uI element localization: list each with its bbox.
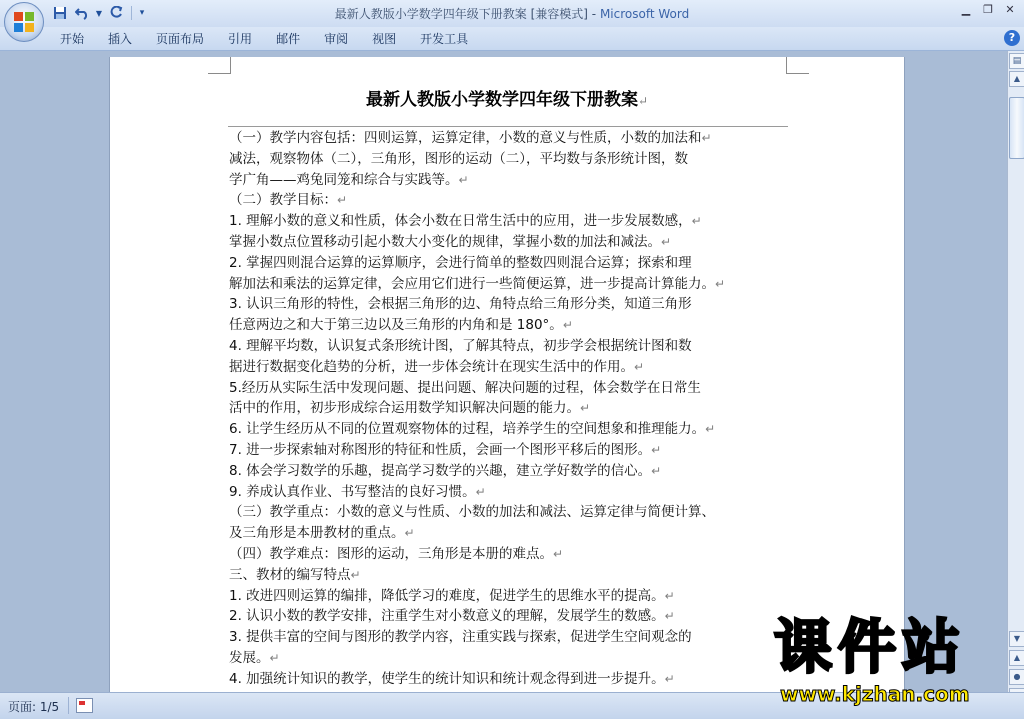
chevron-down-icon[interactable]: ▼ (95, 8, 103, 18)
proofing-icon[interactable] (76, 698, 93, 713)
document-line (229, 294, 799, 315)
document-line-text: 据进行数据变化趋势的分析，进一步体会统计在现实生活中的作用。 (229, 358, 634, 375)
restore-button[interactable]: ❐ (983, 3, 993, 16)
paragraph-mark-icon: ↵ (634, 359, 645, 374)
tab-view[interactable]: 视图 (372, 32, 397, 46)
paragraph-mark-icon: ↵ (664, 609, 675, 624)
document-line (229, 544, 799, 565)
paragraph-mark-icon: ↵ (651, 442, 662, 457)
document-line-text: （四）教学难点：图形的运动，三角形是本册的难点。 (229, 545, 553, 562)
previous-page-icon[interactable]: ▲ (1009, 650, 1024, 666)
paragraph-mark-icon: ↵ (661, 234, 672, 249)
document-line-text: 解加法和乘法的运算定律，会应用它们进行一些简便运算，进一步提高计算能力。 (229, 275, 715, 292)
document-body[interactable] (229, 128, 799, 690)
paragraph-mark-icon: ↵ (269, 650, 280, 665)
document-line-text: 9. 养成认真作业、书写整洁的良好习惯。 (229, 483, 476, 500)
status-divider (68, 697, 69, 714)
document-title-text: 最新人教版小学数学四年级下册教案 (365, 90, 638, 110)
paragraph-mark-icon: ↵ (664, 588, 675, 603)
close-button[interactable]: ✕ (1005, 3, 1015, 16)
document-line (229, 586, 799, 607)
title-separator: - (587, 7, 600, 21)
select-browse-object-icon[interactable]: ● (1009, 669, 1024, 685)
document-line (229, 523, 799, 544)
crop-mark-top-left (208, 57, 231, 74)
document-line (229, 419, 799, 440)
document-line (229, 336, 799, 357)
document-line (229, 627, 799, 648)
document-line (229, 190, 799, 211)
minimize-button[interactable]: ▁ (961, 3, 971, 16)
document-line (229, 274, 799, 295)
document-line-text: 4. 加强统计知识的教学，使学生的统计知识和统计观念得到进一步提升。 (229, 670, 665, 687)
document-line-text: 1. 理解小数的意义和性质，体会小数在日常生活中的应用，进一步发展数感， (229, 213, 692, 230)
office-logo-icon (14, 12, 34, 32)
title-bar (0, 0, 1024, 27)
paragraph-mark-icon: ↵ (475, 484, 486, 499)
paragraph-mark-icon: ↵ (637, 94, 649, 108)
document-line-text: 三、教材的编写特点 (229, 566, 351, 583)
help-icon[interactable]: ? (1004, 30, 1020, 46)
tab-developer[interactable]: 开发工具 (420, 32, 469, 46)
document-line-text: 5.经历从实际生活中发现问题、提出问题、解决问题的过程，体会数学在日常生 (229, 379, 701, 396)
app-name: Microsoft Word (599, 7, 690, 21)
document-line-text: 4. 理解平均数，认识复式条形统计图，了解其特点，初步学会根据统计图和数 (229, 337, 692, 354)
document-line-text: 活中的作用，初步形成综合运用数学知识解决问题的能力。 (229, 400, 580, 417)
document-line (229, 669, 799, 690)
document-line (229, 606, 799, 627)
window-title (0, 5, 1024, 22)
document-line-text: （一）教学内容包括：四则运算，运算定律，小数的意义与性质，小数的加法和 (229, 130, 702, 146)
paragraph-mark-icon: ↵ (705, 422, 716, 437)
document-line-text: 及三角形是本册教材的重点。 (229, 525, 405, 542)
scrollbar-thumb[interactable] (1009, 97, 1024, 159)
document-line (229, 232, 799, 253)
document-page[interactable] (109, 57, 905, 692)
document-line (229, 565, 799, 586)
crop-mark-top-right (786, 57, 809, 74)
document-line (229, 315, 799, 336)
document-line-text: 任意两边之和大于第三边以及三角形的内角和是 180°。 (229, 317, 563, 334)
tab-insert[interactable]: 插入 (108, 32, 133, 46)
document-line-text: 7. 进一步探索轴对称图形的特征和性质，会画一个图形平移后的图形。 (229, 441, 652, 458)
paragraph-mark-icon: ↵ (701, 131, 712, 145)
document-line-text: 1. 改进四则运算的编排，降低学习的难度，促进学生的思维水平的提高。 (229, 587, 665, 604)
tab-references[interactable]: 引用 (228, 32, 253, 46)
document-line-text: 3. 认识三角形的特性，会根据三角形的边、角特点给三角形分类，知道三角形 (229, 296, 692, 313)
document-line (229, 211, 799, 232)
document-line-text: 发展。 (229, 649, 270, 666)
scroll-up-icon[interactable]: ▲ (1009, 71, 1024, 87)
document-line-text: 掌握小数点位置移动引起小数大小变化的规律，掌握小数的加法和减法。 (229, 233, 661, 250)
tab-mailings[interactable]: 邮件 (276, 32, 301, 46)
watermark (762, 612, 1012, 712)
paragraph-mark-icon: ↵ (553, 546, 564, 561)
document-line (229, 378, 799, 399)
paragraph-mark-icon: ↵ (404, 526, 415, 541)
document-line (229, 461, 799, 482)
tab-home[interactable]: 开始 (60, 32, 85, 46)
paragraph-mark-icon: ↵ (651, 463, 662, 478)
document-workspace (0, 51, 1007, 692)
paragraph-mark-icon: ↵ (715, 276, 726, 291)
document-line (229, 482, 799, 503)
tab-page-layout[interactable]: 页面布局 (156, 32, 205, 46)
paragraph-mark-icon: ↵ (350, 567, 361, 582)
document-line (229, 170, 799, 191)
document-line-text: 6. 让学生经历从不同的位置观察物体的过程，培养学生的空间想象和推理能力。 (229, 421, 706, 438)
ribbon (0, 27, 1024, 51)
paragraph-mark-icon: ↵ (337, 193, 348, 208)
document-line (229, 502, 799, 523)
paragraph-mark-icon: ↵ (458, 172, 469, 187)
document-line (229, 398, 799, 419)
watermark-logo: 课件站 (774, 613, 967, 681)
document-line (229, 128, 799, 149)
page-indicator[interactable]: 页面: 1/5 (8, 700, 60, 714)
ribbon-tabs (48, 30, 480, 48)
office-button[interactable] (4, 2, 44, 42)
paragraph-mark-icon: ↵ (664, 671, 675, 686)
document-line-text: （二）教学目标： (229, 192, 337, 209)
paragraph-mark-icon: ↵ (691, 214, 702, 229)
document-name: 最新人教版小学数学四年级下册教案 [兼容模式] (334, 7, 588, 21)
document-line (229, 253, 799, 274)
paragraph-mark-icon: ↵ (580, 401, 591, 416)
document-line-text: 3. 提供丰富的空间与图形的教学内容，注重实践与探索，促进学生空间观念的 (229, 629, 692, 646)
document-line (229, 357, 799, 378)
document-line-text: 学广角——鸡兔同笼和综合与实践等。 (229, 171, 459, 188)
scroll-down-icon[interactable]: ▼ (1009, 631, 1024, 647)
tab-review[interactable]: 审阅 (324, 32, 349, 46)
document-line (229, 440, 799, 461)
document-title (110, 85, 904, 110)
document-line (229, 149, 799, 170)
document-line-text: 2. 掌握四则混合运算的运算顺序，会进行简单的整数四则混合运算；探索和理 (229, 254, 692, 271)
ruler-toggle-icon[interactable]: ▤ (1009, 53, 1024, 69)
paragraph-mark-icon: ↵ (562, 318, 573, 333)
customize-icon[interactable]: ▾ (139, 8, 145, 18)
document-line-text: 8. 体会学习数学的乐趣，提高学习数学的兴趣，建立学好数学的信心。 (229, 462, 652, 479)
window-controls (958, 3, 1018, 17)
document-line (229, 648, 799, 669)
vertical-scrollbar[interactable] (1007, 51, 1024, 692)
watermark-url: www.kjzhan.com (780, 682, 970, 706)
document-line-text: 2. 认识小数的教学安排，注重学生对小数意义的理解，发展学生的数感。 (229, 608, 665, 625)
document-line-text: （三）教学重点：小数的意义与性质、小数的加法和减法、运算定律与简便计算、 (229, 504, 715, 521)
title-divider (228, 126, 788, 127)
document-line-text: 减法，观察物体（二），三角形，图形的运动（二），平均数与条形统计图，数 (229, 150, 688, 167)
